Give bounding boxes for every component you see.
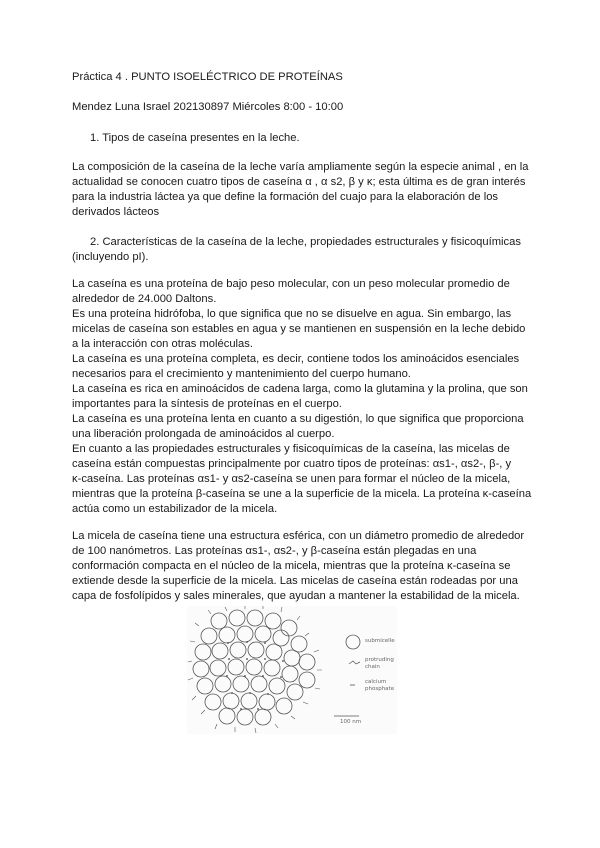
- section1-heading: 1. Tipos de caseína presentes en la leche.: [90, 132, 300, 144]
- micelle-protruding-chains: [188, 606, 322, 733]
- paragraph1-line: La caseína es una proteína completa, es decir, contiene todos los aminoácidos esenciales: [72, 353, 520, 365]
- paragraph2-line: capa de fosfolípidos y sales minerales, que ayudan a mantener la estabilidad de la micela.: [72, 590, 520, 602]
- paragraph2-line: La micela de caseína tiene una estructura esférica, con un diámetro promedio de alrededor: [72, 530, 525, 542]
- legend-calcium-label: calcium: [365, 679, 387, 685]
- paragraph1-line: micelas de caseína son estables en agua y se mantienen en suspensión en la leche debido: [72, 323, 526, 335]
- section1-text-line: La composición de la caseína de la leche varía ampliamente según la especie animal , en la: [72, 161, 529, 173]
- legend-chain-label-2: chain: [365, 664, 380, 670]
- document-title: Práctica 4 . PUNTO ISOELÉCTRICO DE PROTEÍNAS: [72, 71, 343, 83]
- paragraph1-line: La caseína es una proteína lenta en cuanto a su digestión, lo que significa que proporciona: [72, 413, 524, 425]
- paragraph2-line: extiende desde la superficie de la micela. Las micelas de caseína están rodeadas por una: [72, 575, 518, 587]
- legend-calcium-label-2: phosphate: [365, 686, 395, 692]
- author-line: Mendez Luna Israel 202130897 Miércoles 8:00 - 10:00: [72, 101, 344, 113]
- paragraph1-line: una liberación prolongada de aminoácidos al cuerpo.: [72, 428, 335, 440]
- section1-text-line: actualidad se conocen cuatro tipos de caseína α , α s2, β y κ; esta última es de gran interés: [72, 176, 526, 188]
- section1-text-line: para la industria láctea ya que define la formación del cuajo para la elaboración de los: [72, 191, 499, 203]
- paragraph1-line: mientras que la proteína β-caseína se une a la superficie de la micela. La proteína κ-caseína: [72, 488, 532, 500]
- paragraph1-line: κ-caseína. Las proteínas αs1- y αs2-caseína se unen para formar el núcleo de la micela,: [72, 473, 511, 485]
- casein-micelle-figure: [187, 606, 397, 734]
- legend-submicelle-label: submicelle: [365, 638, 395, 644]
- section2-heading-cont: (incluyendo pI).: [72, 251, 149, 263]
- paragraph1-line: importantes para la síntesis de proteínas en el cuerpo.: [72, 398, 342, 410]
- legend-chain-symbol: [349, 661, 360, 664]
- legend-chain-label: protruding: [365, 657, 394, 663]
- paragraph1-line: actúa como un estabilizador de la micela.: [72, 503, 278, 515]
- scale-label: 100 nm: [340, 719, 362, 725]
- paragraph1-line: Es una proteína hidrófoba, lo que significa que no se disuelve en agua. Sin embargo, las: [72, 308, 512, 320]
- paragraph2-line: conformación compacta en el núcleo de la micela, mientras que la proteína κ-caseína se: [72, 560, 511, 572]
- legend-submicelle-symbol: [346, 635, 360, 649]
- paragraph1-line: En cuanto a las propiedades estructurales y fisicoquímicas de la caseína, las micelas de: [72, 443, 510, 455]
- paragraph1-line: La caseína es rica en aminoácidos de cadena larga, como la glutamina y la prolina, que son: [72, 383, 528, 395]
- paragraph1-line: necesarios para el crecimiento y mantenimiento del cuerpo humano.: [72, 368, 411, 380]
- paragraph1-line: alrededor de 24.000 Daltons.: [72, 293, 217, 305]
- paragraph1-line: La caseína es una proteína de bajo peso molecular, con un peso molecular promedio de: [72, 278, 510, 290]
- micelle-diagram: [187, 606, 397, 734]
- paragraph1-line: a la interacción con otras moléculas.: [72, 338, 253, 350]
- micelle-submicelles: [193, 610, 315, 725]
- paragraph1-line: caseína están compuestas principalmente por cuatro tipos de proteínas: αs1-, αs2-, β-, y: [72, 458, 512, 470]
- paragraph2-line: de 100 nanómetros. Las proteínas αs1-, αs2-, y β-caseína están plegadas en una: [72, 545, 477, 557]
- section2-heading: 2. Características de la caseína de la leche, propiedades estructurales y fisicoquímicas: [90, 236, 521, 248]
- section1-text-line: derivados lácteos: [72, 206, 160, 218]
